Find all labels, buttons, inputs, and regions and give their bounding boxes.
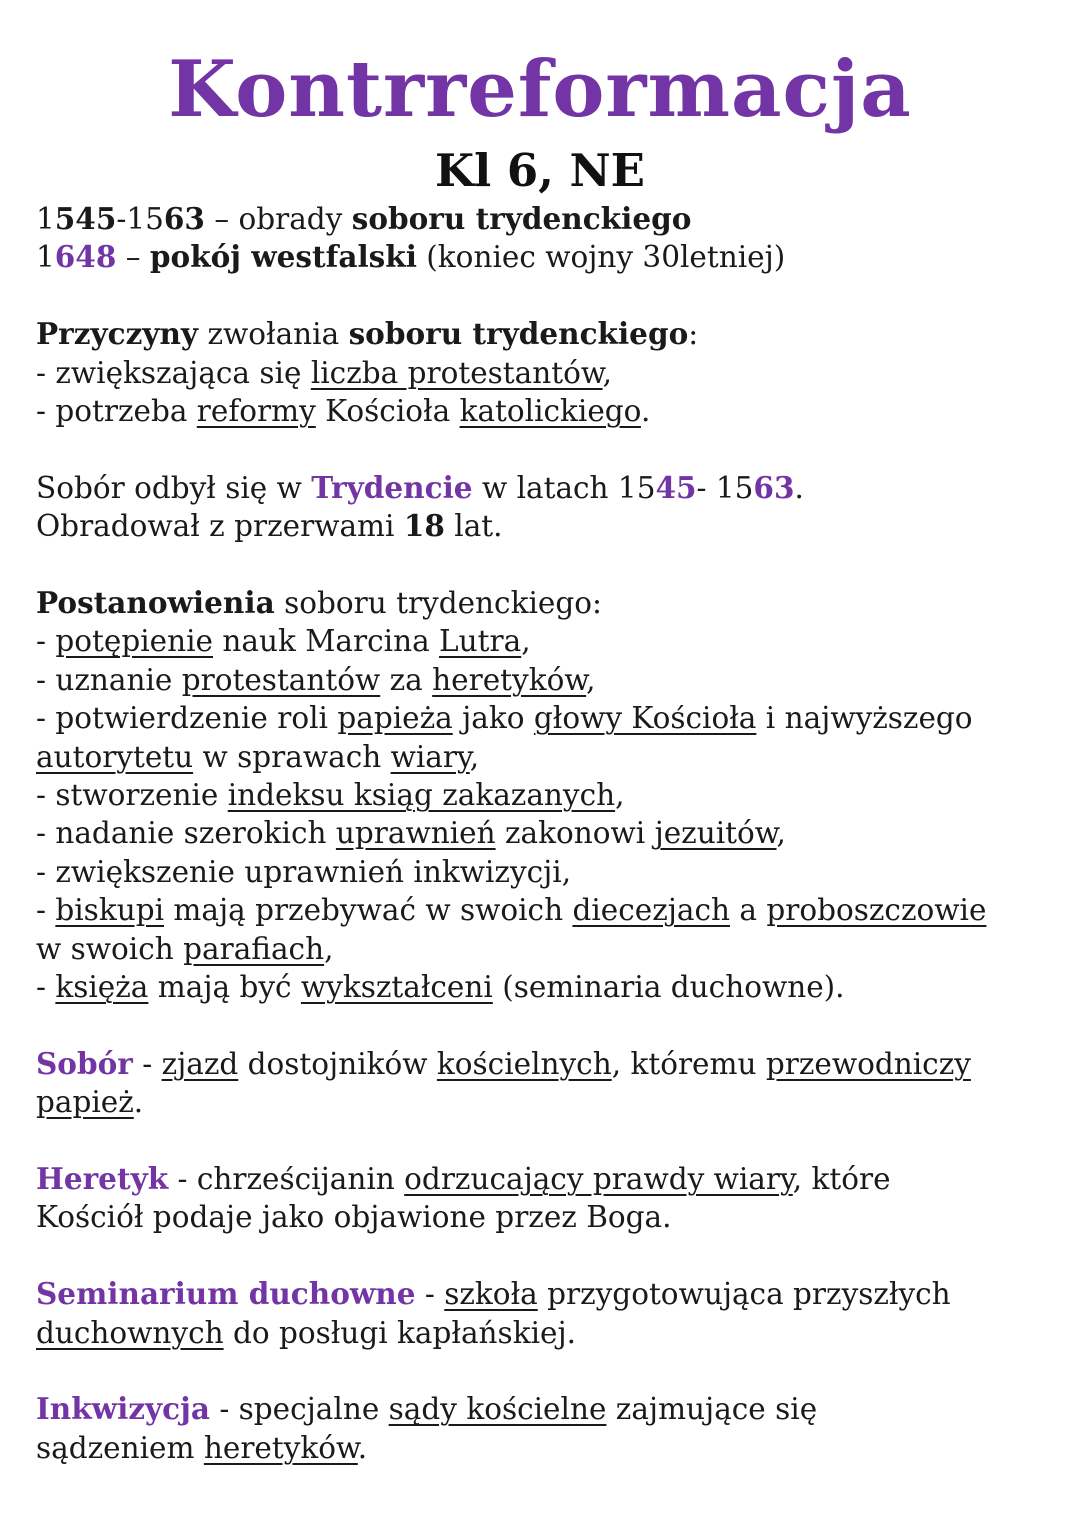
decision-item: - biskupi mają przebywać w swoich diecezjach a proboszczowie bbox=[36, 893, 987, 928]
definition-heretyk-cont: Kościół podaje jako objawione przez Boga. bbox=[36, 1200, 672, 1235]
decision-item: - uznanie protestantów za heretyków, bbox=[36, 662, 596, 697]
council-duration-line: Obradował z przerwami 18 lat. bbox=[36, 508, 503, 544]
note-body bbox=[36, 200, 1044, 1467]
page-title: Kontrreformacja bbox=[168, 44, 912, 135]
causes-item: - potrzeba reformy Kościoła katolickiego. bbox=[36, 394, 651, 429]
definition-seminarium: Seminarium duchowne - szkoła przygotowująca przyszłych bbox=[36, 1276, 951, 1312]
causes-heading: Przyczyny zwołania soboru trydenckiego: bbox=[36, 316, 699, 352]
date-line-peace: 1648 – pokój westfalski (koniec wojny 30letniej) bbox=[36, 239, 786, 275]
decision-item: - zwiększenie uprawnień inkwizycji, bbox=[36, 854, 572, 889]
decision-item: - stworzenie indeksu ksiąg zakazanych, bbox=[36, 778, 625, 813]
date-line-council: 1545-1563 – obrady soboru trydenckiego bbox=[36, 201, 692, 236]
definition-seminarium-cont: duchownych do posługi kapłańskiej. bbox=[36, 1315, 576, 1350]
causes-item: - zwiększająca się liczba protestantów, bbox=[36, 355, 612, 390]
term-sobor: Sobór bbox=[36, 1045, 133, 1081]
term-heretyk: Heretyk bbox=[36, 1161, 169, 1197]
definition-sobor: Sobór - zjazd dostojników kościelnych, któremu przewodniczy bbox=[36, 1045, 971, 1081]
decision-item: - nadanie szerokich uprawnień zakonowi jezuitów, bbox=[36, 816, 786, 851]
decision-item-cont: autorytetu w sprawach wiary, bbox=[36, 739, 480, 774]
definition-inkwizycja: Inkwizycja - specjalne sądy kościelne zajmujące się bbox=[36, 1391, 818, 1427]
decision-item: - księża mają być wykształceni (seminaria duchowne). bbox=[36, 970, 845, 1005]
page-subtitle: Kl 6, NE bbox=[435, 144, 645, 197]
decision-item-cont: w swoich parafiach, bbox=[36, 931, 334, 966]
term-inkwizycja: Inkwizycja bbox=[36, 1391, 210, 1427]
decision-item: - potwierdzenie roli papieża jako głowy Kościoła i najwyższego bbox=[36, 701, 973, 736]
definition-heretyk: Heretyk - chrześcijanin odrzucający prawdy wiary, które bbox=[36, 1161, 891, 1197]
council-place-line: Sobór odbył się w Trydencie w latach 1545- 1563. bbox=[36, 469, 804, 505]
definition-sobor-cont: papież. bbox=[36, 1085, 144, 1120]
definition-inkwizycja-cont: sądzeniem heretyków. bbox=[36, 1430, 368, 1465]
term-seminarium: Seminarium duchowne bbox=[36, 1276, 416, 1312]
decision-item: - potępienie nauk Marcina Lutra, bbox=[36, 624, 531, 659]
decisions-heading: Postanowienia soboru trydenckiego: bbox=[36, 585, 602, 621]
